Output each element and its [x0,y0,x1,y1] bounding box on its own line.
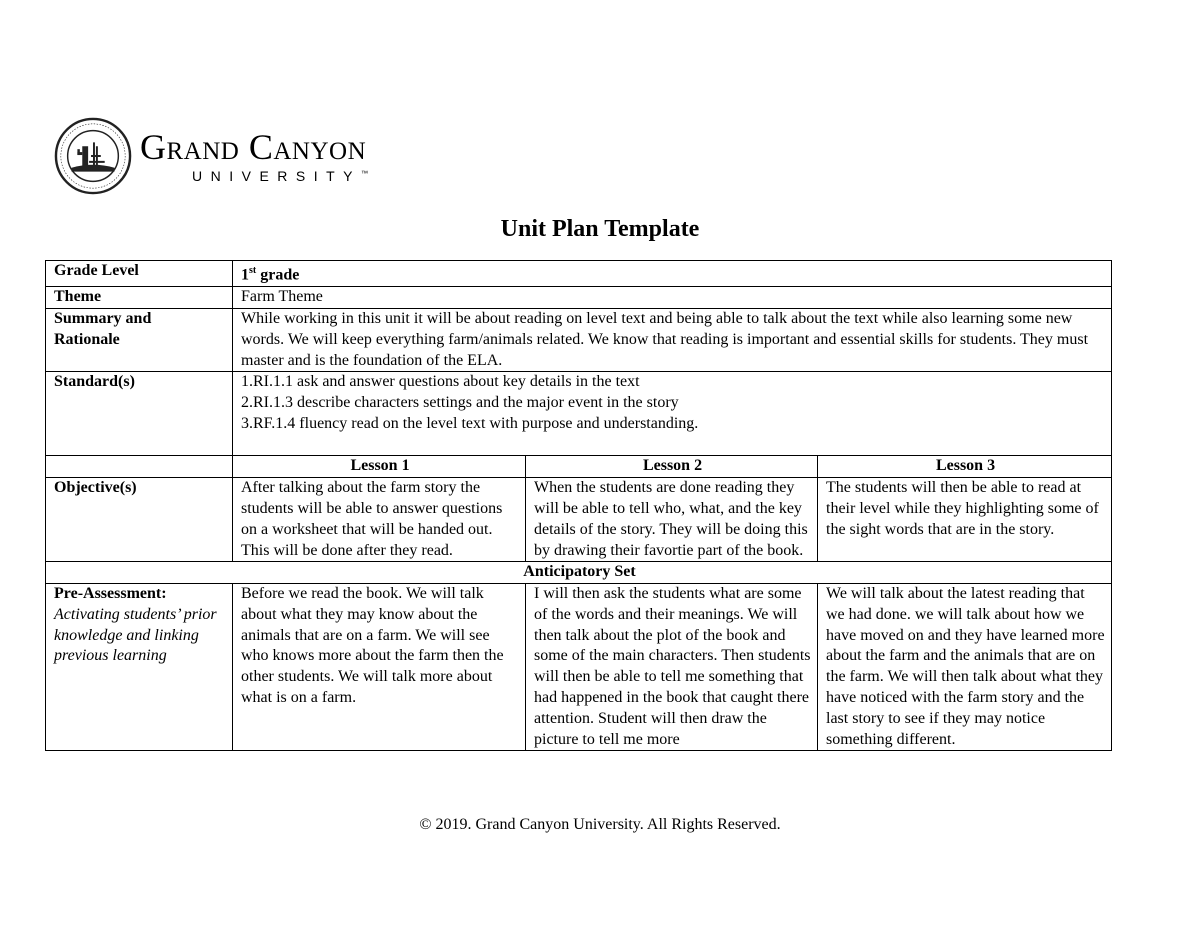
lesson-2-header: Lesson 2 [526,456,818,478]
page-title: Unit Plan Template [500,216,700,242]
standards-label: Standard(s) [46,372,233,456]
table-row [46,261,1112,287]
university-seal-icon [54,116,132,196]
logo-name: Grand Canyon [140,127,367,167]
gcu-logo [54,116,368,196]
logo-subtitle: UNIVERSITY [192,168,362,184]
copyright-footer: © 2019. Grand Canyon University. All Rights Reserved. [419,816,781,833]
theme-value: Farm Theme [233,287,1112,309]
summary-value: While working in this unit it will be about reading on level text and being able to talk about the text while also learning some new words. We will keep everything farm/animals related. We know that reading is important and essential skills for students. They must master and is the foundation of the ELA. [233,308,1112,371]
table-row [46,456,1112,478]
standard-item: 1.RI.1.1 ask and answer questions about key details in the text [241,373,640,391]
table-row [46,478,1112,562]
objectives-label: Objective(s) [46,478,233,562]
empty-cell [46,456,233,478]
table-row [46,584,1112,751]
pre-assessment-sublabel: Activating students’ prior knowledge and linking previous learning [54,605,217,665]
pre-assessment-lesson-3: We will talk about the latest reading that we had done. we will talk about how we have moved on and they have learned more about the farm and the animals that are on the farm. We will then talk about what they have noticed with the farm story and the last story to see if they may notice something different. [818,584,1112,751]
table-row [46,372,1112,456]
grade-level-value: 1st grade [233,261,1112,287]
objective-lesson-1: After talking about the farm story the students will be able to answer questions on a worksheet that will be handed out. This will be done after they read. [233,478,526,562]
theme-label: Theme [46,287,233,309]
table-row [46,308,1112,371]
objective-lesson-3: The students will then be able to read at their level while they highlighting some of the sight words that are in the story. [818,478,1112,562]
unit-plan-table [45,260,1112,751]
pre-assessment-lesson-2: I will then ask the students what are some of the words and their meanings. We will then talk about the plot of the book and some of the main characters. Then students will then be able to tell me something that had happened in the book that caught there attention. Student will then draw the picture to tell me more [526,584,818,751]
lesson-1-header: Lesson 1 [233,456,526,478]
standard-item: 3.RF.1.4 fluency read on the level text with purpose and understanding. [241,414,699,432]
lesson-3-header: Lesson 3 [818,456,1112,478]
pre-assessment-lesson-1: Before we read the book. We will talk about what they may know about the animals that are on a farm. We will see who knows more about the farm then the other students. We will talk more about what is on a farm. [233,584,526,751]
grade-level-label: Grade Level [46,261,233,287]
table-row [46,287,1112,309]
table-row [46,562,1112,584]
pre-assessment-label: Pre-Assessment: [54,585,167,603]
trademark-mark: ™ [361,170,369,178]
standards-value [233,372,1112,456]
objective-lesson-2: When the students are done reading they will be able to tell who, what, and the key details of the story. They will be doing this by drawing their favortie part of the book. [526,478,818,562]
summary-label: Summary and Rationale [46,308,233,371]
pre-assessment-label-cell [46,584,233,751]
anticipatory-set-header: Anticipatory Set [46,562,1112,584]
standard-item: 2.RI.1.3 describe characters settings and the major event in the story [241,394,679,412]
